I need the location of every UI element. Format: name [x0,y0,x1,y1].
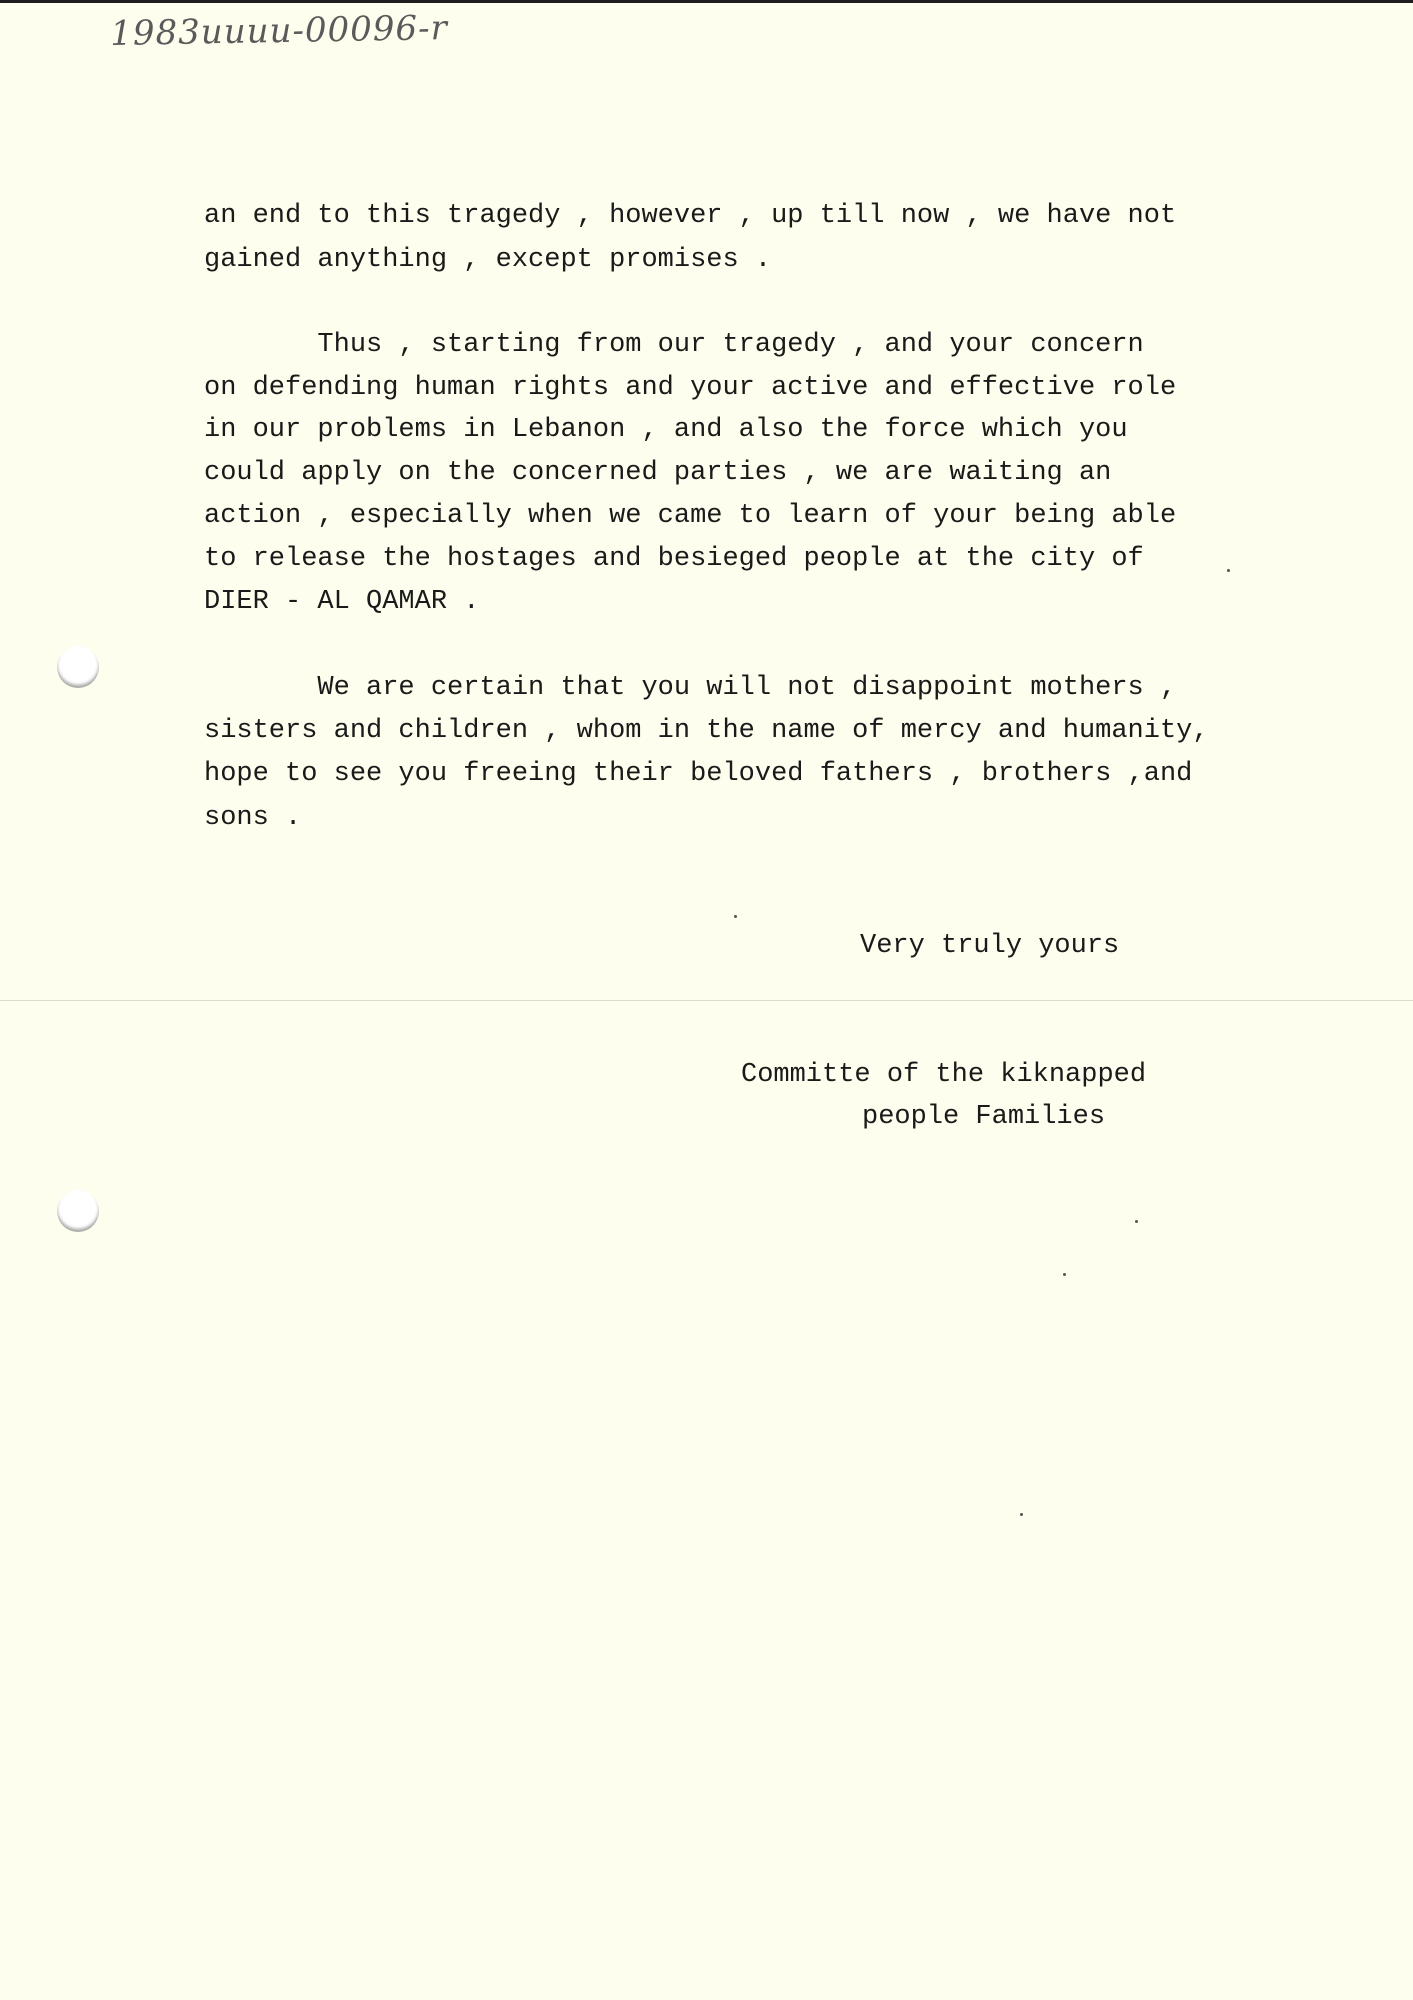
body-line: an end to this tragedy , however , up till now , we have not [204,201,1177,231]
punch-hole [57,646,99,688]
paper-speck [1020,1513,1023,1516]
paper-speck [1063,1273,1066,1276]
paper-fold-line [0,1000,1413,1001]
body-line: hope to see you freeing their beloved fathers , brothers ,and [204,759,1193,789]
body-line: action , especially when we came to learn of your being able [204,501,1177,531]
handwritten-reference-number: 1983uuuu-00096-r [110,8,449,54]
body-line: We are certain that you will not disappoint mothers , [204,673,1177,703]
closing-salutation: Very truly yours [860,931,1120,961]
paper-speck [1135,1220,1138,1223]
body-line: Thus , starting from our tragedy , and your concern [204,330,1144,360]
body-line: DIER - AL QAMAR . [204,587,480,617]
body-line: sons . [204,803,302,833]
body-line: sisters and children , whom in the name of mercy and humanity, [204,716,1209,746]
body-line: gained anything , except promises . [204,245,772,275]
signature-line-2: people Families [862,1102,1106,1132]
paper-speck [1227,569,1230,572]
signature-line-1: Committe of the kiknapped [741,1060,1147,1090]
body-line: on defending human rights and your active and effective role [204,373,1177,403]
body-line: in our problems in Lebanon , and also the force which you [204,415,1128,445]
body-line: could apply on the concerned parties , we are waiting an [204,458,1112,488]
page-top-edge [0,0,1413,3]
paper-speck [734,915,737,918]
punch-hole [57,1190,99,1232]
body-line: to release the hostages and besieged people at the city of [204,544,1144,574]
